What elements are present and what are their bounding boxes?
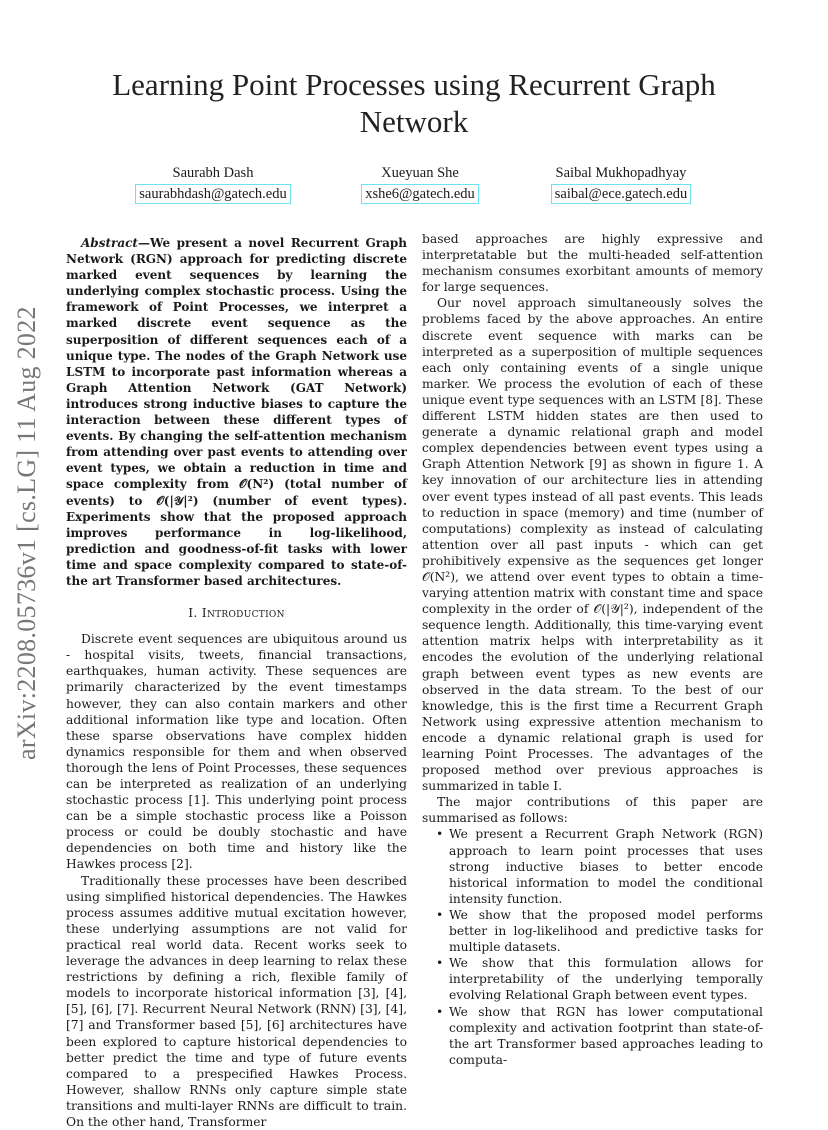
left-column	[66, 235, 407, 1130]
author-email-link[interactable]: saibal@ece.gatech.edu	[551, 184, 692, 204]
author-email-link[interactable]: saurabhdash@gatech.edu	[135, 184, 290, 204]
author-email-link[interactable]: xshe6@gatech.edu	[361, 184, 479, 204]
abstract-label: Abstract	[81, 236, 138, 250]
author-name: Saurabh Dash	[172, 165, 254, 181]
author-block	[358, 164, 482, 204]
intro-paragraph-1: Discrete event sequences are ubiquitous around us - hospital visits, tweets, financial transactions, earthquakes, human activity. These sequences are primarily characterized by the event timestamps however, they can also contain markers and other additional information like type and location. Often these sparse observations have complex hidden dynamics responsible for them and when observed thorough the lens of Point Processes, these sequences can be interpreted as realization of an underlying stochastic process [1]. This underlying point process can be a simple stochastic process like a Poisson process or could be doubly stochastic and have dependencies on both time and history like the Hawkes process [2].	[66, 632, 407, 872]
section-heading: I. Introduction	[188, 606, 285, 621]
right-paragraph-0: based approaches are highly expressive and interpretatable but the multi-headed self-attention mechanism consumes exorbitant amounts of memory for large sequences.	[422, 232, 763, 295]
contributions-list	[422, 826, 763, 1067]
author-block	[130, 164, 296, 204]
list-item: • We present a Recurrent Graph Network (RGN) approach to learn point processes that uses strong inductive biases to better encode historical information to model the conditional intensity function.	[422, 826, 763, 906]
author-name: Xueyuan She	[381, 165, 459, 181]
author-block	[546, 164, 696, 204]
right-paragraph-1: Our novel approach simultaneously solves the problems faced by the above approaches. An entire discrete event sequence with marks can be interpreted as a superposition of multiple sequences each only containing events of a single unique marker. We process the evolution of each of these unique event type sequences with an LSTM [8]. These different LSTM hidden states are then used to generate a dynamic relational graph and model complex dependencies between event types using a Graph Attention Network [9] as shown in figure 1. A key innovation of our architecture lies in attending over event types instead of all past events. This leads to reduction in space (memory) and time (number of computations) complexity as instead of calculating attention over all past inputs - which can get prohibitively expensive as the sequences get longer 𝒪(N²), we attend over event types to obtain a time-varying attention matrix with constant time and space complexity in the order of 𝒪(|𝒴|²), independent of the sequence length. Additionally, this time-varying event attention matrix helps with interpretability as it encodes the evolution of the underlying relational graph between event types as new events are observed in the data stream. To the best of our knowledge, this is the first time a Recurrent Graph Network using expressive attention mechanism to encode a dynamic relational graph is used for learning Point Processes. The advantages of the proposed method over previous approaches is summarized in table I.	[422, 296, 763, 794]
list-item: • We show that this formulation allows for interpretability of the underlying temporally evolving Relational Graph between event types.	[422, 955, 763, 1003]
paper-title: Learning Point Processes using Recurrent Graph Network	[112, 67, 716, 139]
list-item: • We show that RGN has lower computational complexity and activation footprint than state-of-the art Transformer based approaches leading to computa-	[422, 1004, 763, 1068]
right-paragraph-2: The major contributions of this paper are summarised as follows:	[422, 795, 763, 826]
arxiv-watermark: arXiv:2208.05736v1 [cs.LG] 11 Aug 2022	[12, 306, 41, 760]
list-item: • We show that the proposed model performs better in log-likelihood and predictive tasks for multiple datasets.	[422, 907, 763, 955]
section-title: Introduction	[201, 606, 285, 621]
abstract	[66, 235, 407, 589]
right-column	[422, 231, 763, 1068]
abstract-text: —We present a novel Recurrent Graph Network (RGN) approach for predicting discrete marked event sequences by learning the underlying complex stochastic process. Using the framework of Point Processes, we interpret a marked discrete event sequence as the superposition of different sequences each of a unique type. The nodes of the Graph Network use LSTM to incorporate past information whereas a Graph Attention Network (GAT Network) introduces strong inductive biases to capture the interaction between these different types of events. By changing the self-attention mechanism from attending over past events to attending over event types, we obtain a reduction in time and space complexity from 𝒪(N²) (total number of events) to 𝒪(|𝒴|²) (number of event types). Experiments show that the proposed approach improves performance in log-likelihood, prediction and goodness-of-fit tasks with lower time and space complexity compared to state-of-the art Transformer based architectures.	[66, 236, 407, 588]
author-name: Saibal Mukhopadhyay	[555, 165, 687, 181]
intro-paragraph-2: Traditionally these processes have been described using simplified historical dependencies. The Hawkes process assumes additive mutual excitation however, these underlying assumptions are not valid for practical real world data. Recent works seek to leverage the advances in deep learning to relax these restrictions by defining a rich, flexible family of models to incorporate historical information [3], [4], [5], [6], [7]. Recurrent Neural Network (RNN) [3], [4], [7] and Transformer based [5], [6] architectures have been explored to capture historical dependencies to better predict the time and type of future events compared to a prespecified Hawkes Process. However, shallow RNNs only capture simple state transitions and multi-layer RNNs are difficult to train. On the other hand, Transformer	[66, 873, 407, 1129]
